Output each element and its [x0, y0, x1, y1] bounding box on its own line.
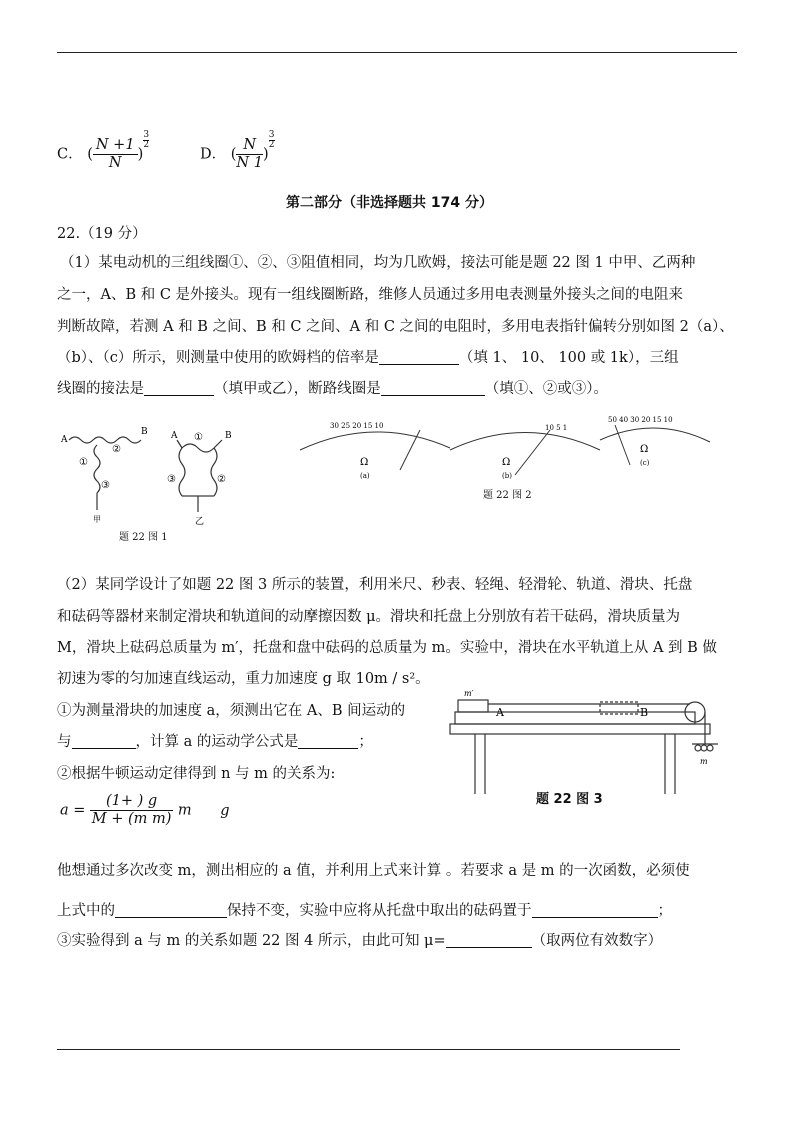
figure-22-1-caption: 题 22 图 1	[119, 532, 168, 543]
q2-sub1-text-d: ；	[358, 734, 373, 750]
figure-22-1	[57, 420, 257, 543]
fig1-label-coil2: ②	[112, 444, 121, 455]
q2-line5: 他想通过多次改变 m，测出相应的 a 值，并利用上式来计算 。若要求 a 是 m 的一次函数，必须使	[57, 863, 690, 879]
q2-sub1-line	[57, 727, 373, 757]
q1-line5	[57, 374, 608, 404]
q2-line6	[57, 896, 672, 926]
meter-c-scale: 50 40 30 20 15 10	[608, 416, 673, 424]
figure-22-2-caption: 题 22 图 2	[483, 490, 532, 501]
q2-sub1-text-c: ，计算 a 的运动学公式是	[135, 734, 299, 750]
formula-lhs: a =	[60, 802, 86, 819]
q2-sub2: ②根据牛顿运动定律得到 n 与 m 的关系为:	[57, 766, 336, 782]
track-apparatus	[440, 684, 720, 794]
q22-header: 22.（19 分）	[57, 226, 147, 242]
option-d-denominator: N 1	[236, 155, 263, 171]
q2-sub1a: ①为测量滑块的加速度 a，须测出它在 A、B 间运动的	[57, 703, 406, 719]
meter-a-ohm: Ω	[360, 457, 369, 468]
q2-sub3	[57, 926, 662, 956]
option-c-numerator: N +1	[93, 137, 138, 155]
fig3-label-b: B	[640, 706, 649, 719]
q1-line4-text: （b）、（c）所示，则测量中使用的欧姆档的倍率是	[57, 350, 379, 366]
coil-diagram	[57, 420, 257, 540]
fig1-label-coil3-b: ③	[167, 474, 176, 485]
answer-blank-mu[interactable]	[446, 932, 532, 948]
formula-fraction	[90, 793, 173, 828]
q2-sub3-text-b: （取两位有效数字）	[531, 933, 663, 949]
meter-b-scale: 10 5 1	[545, 424, 568, 432]
q2-sub1-text-b: 与	[57, 734, 72, 750]
q2-line4: 初速为零的匀加速直线运动，重力加速度 g 取 10m / s²。	[57, 671, 430, 687]
figure-22-3-caption: 题 22 图 3	[536, 792, 603, 807]
figure-22-3	[440, 684, 720, 814]
fig1-label-jia: 甲	[93, 515, 101, 524]
part2-title: 第二部分（非选择题共 174 分）	[286, 195, 493, 211]
option-c-exponent: $\frac{3}{2}$	[143, 129, 150, 150]
option-d-numerator: N	[236, 137, 263, 155]
q1-line5-text-b: （填甲或乙），断路线圈是	[214, 381, 381, 397]
q1-line5-text-c: （填①、②或③）。	[484, 381, 608, 397]
top-rule	[57, 52, 737, 53]
formula-m: m	[177, 802, 192, 819]
q1-line1: （1）某电动机的三组线圈①、②、③阻值相同，均为几欧姆，接法可能是题 22 图 1 中甲、乙两种	[60, 255, 696, 271]
meter-a-scale: 30 25 20 15 10	[330, 422, 384, 430]
answer-blank-multiplier[interactable]	[379, 349, 459, 365]
meter-a-label: (a)	[360, 472, 370, 480]
q1-line2: 之一，A、B 和 C 是外接头。现有一组线圈断路，维修人员通过多用电表测量外接头之间的电阻来	[57, 287, 684, 303]
q2-line3: M，滑块上砝码总质量为 m′，托盘和盘中砝码的总质量为 m。实验中，滑块在水平轨道上从 A 到 B 做	[57, 640, 717, 656]
option-d-fraction	[236, 137, 263, 172]
option-c-fraction	[93, 137, 138, 172]
answer-blank-place[interactable]	[532, 902, 658, 918]
option-c-label: C．	[57, 146, 83, 163]
fig1-label-coil1-b: ①	[194, 432, 203, 443]
option-d: D． ( $\frac{N}{N 1}$ ) $\frac{3}{2}$	[200, 129, 275, 171]
fig1-label-coil2-b: ②	[217, 474, 226, 485]
fig1-label-b-b: B	[225, 431, 232, 441]
fig3-label-m-prime: m′	[464, 689, 474, 698]
q2-line2: 和砝码等器材来制定滑块和轨道间的动摩擦因数 μ。滑块和托盘上分别放有若干砝码，滑块质量为	[57, 609, 681, 625]
q2-line6-text-c: ；	[657, 903, 672, 919]
formula-numerator: (1+ ) g	[90, 793, 173, 811]
option-c: C． ( $\frac{N +1}{N}$ ) $\frac{3}{2}$	[57, 129, 150, 171]
fig3-label-a: A	[496, 706, 504, 719]
q2-line1: （2）某同学设计了如题 22 图 3 所示的装置，利用米尺、秒表、轻绳、轻滑轮、轨道、滑块、托盘	[57, 577, 693, 593]
answer-blank-measure[interactable]	[72, 733, 136, 749]
meter-c-ohm: Ω	[640, 444, 649, 455]
fig3-label-m: m	[700, 757, 708, 766]
q1-line4-options: （填 1、 10、 100 或 1k），三组	[458, 350, 679, 366]
fig1-label-coil1: ①	[79, 457, 88, 468]
fig1-label-coil3: ③	[101, 480, 110, 491]
bottom-rule	[57, 1049, 680, 1050]
answer-blank-formula[interactable]	[298, 733, 358, 749]
meter-b-ohm: Ω	[502, 457, 511, 468]
option-d-label: D．	[200, 146, 227, 163]
q2-sub3-text-a: ③实验得到 a 与 m 的关系如题 22 图 4 所示，由此可知 μ=	[57, 933, 446, 949]
option-d-exponent: $\frac{3}{2}$	[268, 129, 275, 150]
fig1-label-yi: 乙	[195, 517, 205, 527]
fig1-label-b: B	[141, 427, 148, 437]
meter-c-label: (c)	[640, 459, 650, 467]
meter-b-label: (b)	[502, 472, 512, 480]
fig1-label-a: A	[61, 435, 68, 445]
formula-denominator: M + (m m)	[91, 811, 172, 827]
answer-blank-connection[interactable]	[144, 380, 214, 396]
answer-blank-broken-coil[interactable]	[381, 380, 485, 396]
option-c-denominator: N	[108, 155, 122, 171]
fig1-label-a-b: A	[171, 431, 178, 441]
figure-22-2	[280, 410, 720, 505]
q2-line6-text-b: 保持不变，实验中应将从托盘中取出的砝码置于	[227, 903, 532, 919]
q1-line3: 判断故障，若测 A 和 B 之间、B 和 C 之间、A 和 C 之间的电阻时，多用电表指针偏转分别如图 2（a）、	[57, 319, 734, 335]
q2-line6-text-a: 上式中的	[57, 903, 115, 919]
answer-blank-constant[interactable]	[115, 902, 227, 918]
formula-g: g	[220, 802, 230, 819]
formula	[60, 793, 229, 828]
q1-line5-text-a: 线圈的接法是	[57, 381, 144, 397]
q1-line4	[57, 343, 679, 373]
